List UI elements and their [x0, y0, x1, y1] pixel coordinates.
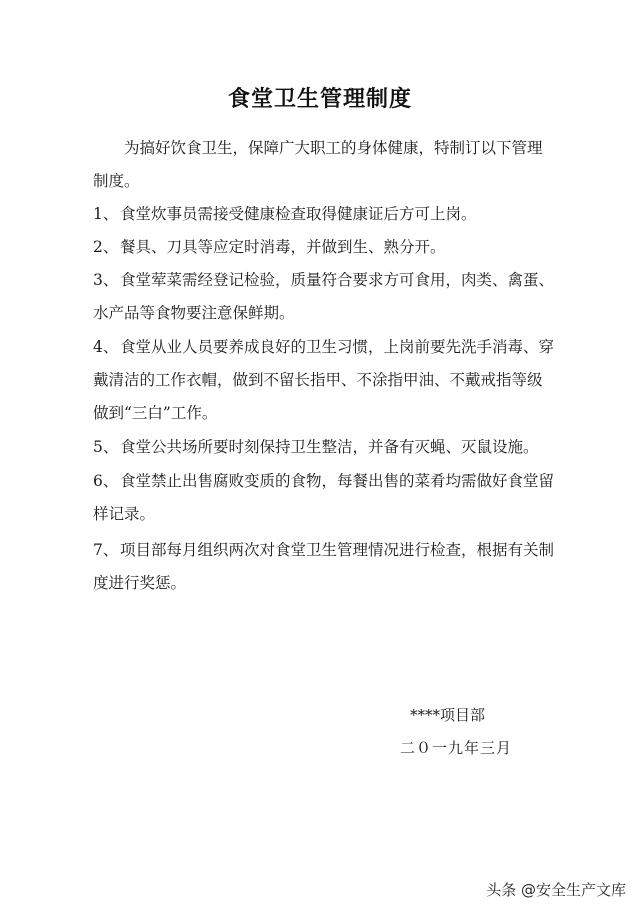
signature-date: 二０一九年三月 — [400, 739, 513, 757]
item-text: 餐具、刀具等应定时消毒，并做到生、熟分开。 — [120, 238, 446, 256]
list-item — [93, 198, 555, 231]
item-number: 1、 — [93, 205, 119, 223]
document-title: 食堂卫生管理制度 — [227, 86, 412, 112]
item-number: 4、 — [93, 338, 119, 356]
item-text: 食堂荤菜需经登记检验，质量符合要求方可食用，肉类、禽蛋、水产品等食物要注意保鲜期。 — [93, 271, 555, 322]
item-number: 6、 — [93, 472, 119, 490]
list-item — [93, 264, 555, 330]
item-number: 5、 — [93, 438, 119, 456]
signature-org: ****项目部 — [410, 706, 486, 724]
item-text: 食堂公共场所要时刻保持卫生整洁，并备有灭蝇、灭鼠设施。 — [120, 438, 539, 456]
watermark: 头条 @安全生产文库 — [486, 881, 626, 899]
intro-paragraph: 为搞好饮食卫生，保障广大职工的身体健康，特制订以下管理制度。 — [93, 139, 543, 190]
list-item — [93, 534, 555, 600]
item-number: 7、 — [93, 541, 119, 559]
list-item — [93, 331, 555, 430]
item-text: 食堂从业人员要养成良好的卫生习惯，上岗前要先洗手消毒、穿戴清洁的工作衣帽，做到不留长指甲、不涂指甲油、不戴戒指等级做到“三白”工作。 — [93, 338, 555, 422]
item-text: 食堂禁止出售腐败变质的食物，每餐出售的菜肴均需做好食堂留样记录。 — [93, 472, 555, 523]
item-number: 3、 — [93, 271, 119, 289]
item-number: 2、 — [93, 238, 119, 256]
list-item — [93, 431, 555, 464]
list-item — [93, 465, 555, 531]
item-text: 食堂炊事员需接受健康检查取得健康证后方可上岗。 — [120, 205, 477, 223]
list-item — [93, 231, 555, 264]
item-text: 项目部每月组织两次对食堂卫生管理情况进行检查，根据有关制度进行奖惩。 — [93, 541, 555, 592]
